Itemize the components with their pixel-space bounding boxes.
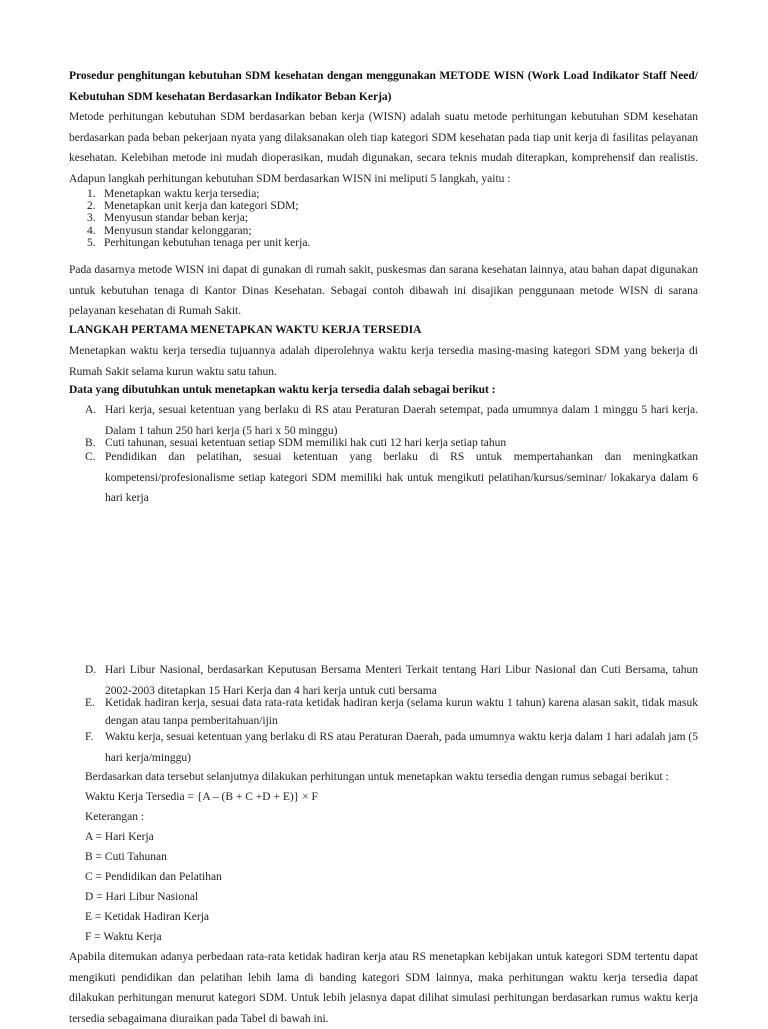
legend-item-d: D = Hari Libur Nasional [85, 891, 199, 903]
step1-heading: LANGKAH PERTAMA MENETAPKAN WAKTU KERJA TERSEDIA [69, 324, 422, 336]
data-item-e [85, 694, 698, 730]
legend-item-b: B = Cuti Tahunan [85, 851, 167, 863]
item-letter: B. [85, 437, 96, 449]
step-number: 5. [87, 236, 96, 249]
item-letter: E. [85, 697, 95, 709]
usage-paragraph: Pada dasarnya metode WISN ini dapat di gunakan di rumah sakit, puskesmas dan sarana kesehatan lainnya, atau bahan dapat digunakan untuk kebutuhan tenaga di Kantor Dinas Kesehatan. Sebagai contoh dibawah ini disajikan penggunaan metode WISN di sarana pelayanan kesehatan di Rumah Sakit. [69, 264, 698, 317]
step1-paragraph: Menetapkan waktu kerja tersedia tujuannya adalah diperolehnya waktu kerja tersedia masing-masing kategori SDM yang bekerja di Rumah Sakit selama kurun waktu satu tahun. [69, 345, 698, 378]
item-text: Waktu kerja, sesuai ketentuan yang berlaku di RS atau Peraturan Daerah, pada umumnya waktu kerja dalam 1 hari adalah jam (5 hari kerja/minggu) [105, 731, 698, 764]
legend-item-e: E = Ketidak Hadiran Kerja [85, 911, 209, 923]
step-number: 1. [87, 188, 96, 200]
item-text: Hari Libur Nasional, berdasarkan Keputusan Bersama Menteri Terkait tentang Hari Libur Nasional dan Cuti Bersama, tahun 2002-2003 ditetapkan 15 Hari Kerja dan 4 hari kerja untuk cuti bersama [105, 664, 698, 697]
step-number: 2. [87, 200, 96, 213]
data-item-a [85, 400, 698, 441]
keterangan-label: Keterangan : [85, 811, 145, 823]
step-number: 4. [87, 224, 96, 237]
item-text: Pendidikan dan pelatihan, sesuai ketentuan yang berlaku di RS untuk mempertahankan dan meningkatkan kompetensi/profesionalisme setiap kategori SDM memiliki hak untuk mengikuti pelatihan/kursus/seminar/ lokakarya dalam 6 hari kerja [105, 451, 698, 504]
step-text: Menetapkan unit kerja dan kategori SDM; [104, 200, 299, 213]
data-item-c [85, 447, 698, 509]
formula-intro: Berdasarkan data tersebut selanjutnya dilakukan perhitungan untuk menetapkan waktu tersedia dengan rumus sebagai berikut : [85, 771, 669, 783]
legend-item-a: A = Hari Kerja [85, 831, 154, 843]
step-item [69, 212, 689, 224]
legend-item-f: F = Waktu Kerja [85, 931, 162, 943]
step-text: Menyusun standar kelonggaran; [104, 224, 252, 237]
data-item-f [85, 727, 698, 768]
document-heading: Prosedur penghitungan kebutuhan SDM kesehatan dengan menggunakan METODE WISN (Work Load Indikator Staff Need/ Kebutuhan SDM kesehatan Berdasarkan Indikator Beban Kerja) [69, 70, 698, 103]
item-text: Hari kerja, sesuai ketentuan yang berlaku di RS atau Peraturan Daerah setempat, pada umumnya dalam 1 minggu 5 hari kerja. Dalam 1 tahun 250 hari kerja (5 hari x 50 minggu) [105, 404, 698, 437]
steps-list [69, 188, 689, 249]
item-text: Cuti tahunan, sesuai ketentuan setiap SDM memiliki hak cuti 12 hari kerja setiap tahun [105, 437, 507, 449]
data-required-heading: Data yang dibutuhkan untuk menetapkan waktu kerja tersedia dalah sebagai berikut : [69, 384, 496, 396]
item-letter: C. [85, 451, 96, 463]
step-text: Perhitungan kebutuhan tenaga per unit kerja. [104, 236, 311, 249]
item-letter: A. [85, 404, 97, 416]
item-letter: F. [85, 731, 94, 743]
step-item [69, 200, 689, 212]
intro-paragraph: Metode perhitungan kebutuhan SDM berdasarkan beban kerja (WISN) adalah suatu metode perhitungan kebutuhan SDM kesehatan berdasarkan pada beban pekerjaan nyata yang dilaksanakan oleh tiap kategori SDM kesehatan pada tiap unit kerja di fasilitas pelayanan kesehatan. Kelebihan metode ini mudah dioperasikan, mudah digunakan, secara teknis mudah diterapkan, komprehensif dan realistis. Adapun langkah perhitungan kebutuhan SDM berdasarkan WISN ini meliputi 5 langkah, yaitu : [69, 111, 698, 185]
step-text: Menetapkan waktu kerja tersedia; [104, 188, 260, 200]
item-text: Ketidak hadiran kerja, sesuai data rata-rata ketidak hadiran kerja (selama kurun waktu 1 tahun) karena alasan sakit, tidak masuk dengan atau tanpa pemberitahuan/ijin [105, 697, 698, 727]
step-number: 3. [87, 212, 96, 225]
step-item [69, 237, 689, 249]
step-item [69, 225, 689, 237]
item-letter: D. [85, 664, 97, 676]
legend-item-c: C = Pendidikan dan Pelatihan [85, 871, 222, 883]
closing-paragraph: Apabila ditemukan adanya perbedaan rata-rata ketidak hadiran kerja atau RS menetapkan kebijakan untuk kategori SDM tertentu dapat mengikuti pendidikan dan pelatihan lebih lama di banding kategori SDM lainnya, maka perhitungan waktu kerja tersedia dapat dilakukan perhitungan menurut kategori SDM. Untuk lebih jelasnya dapat dilihat simulasi perhitungan berdasarkan rumus waktu kerja tersedia sebagaimana diuraikan pada Tabel di bawah ini. [69, 951, 698, 1025]
formula: Waktu Kerja Tersedia = {A – (B + C +D + E)} × F [85, 791, 318, 803]
step-item [69, 188, 689, 200]
step-text: Menyusun standar beban kerja; [104, 212, 249, 225]
